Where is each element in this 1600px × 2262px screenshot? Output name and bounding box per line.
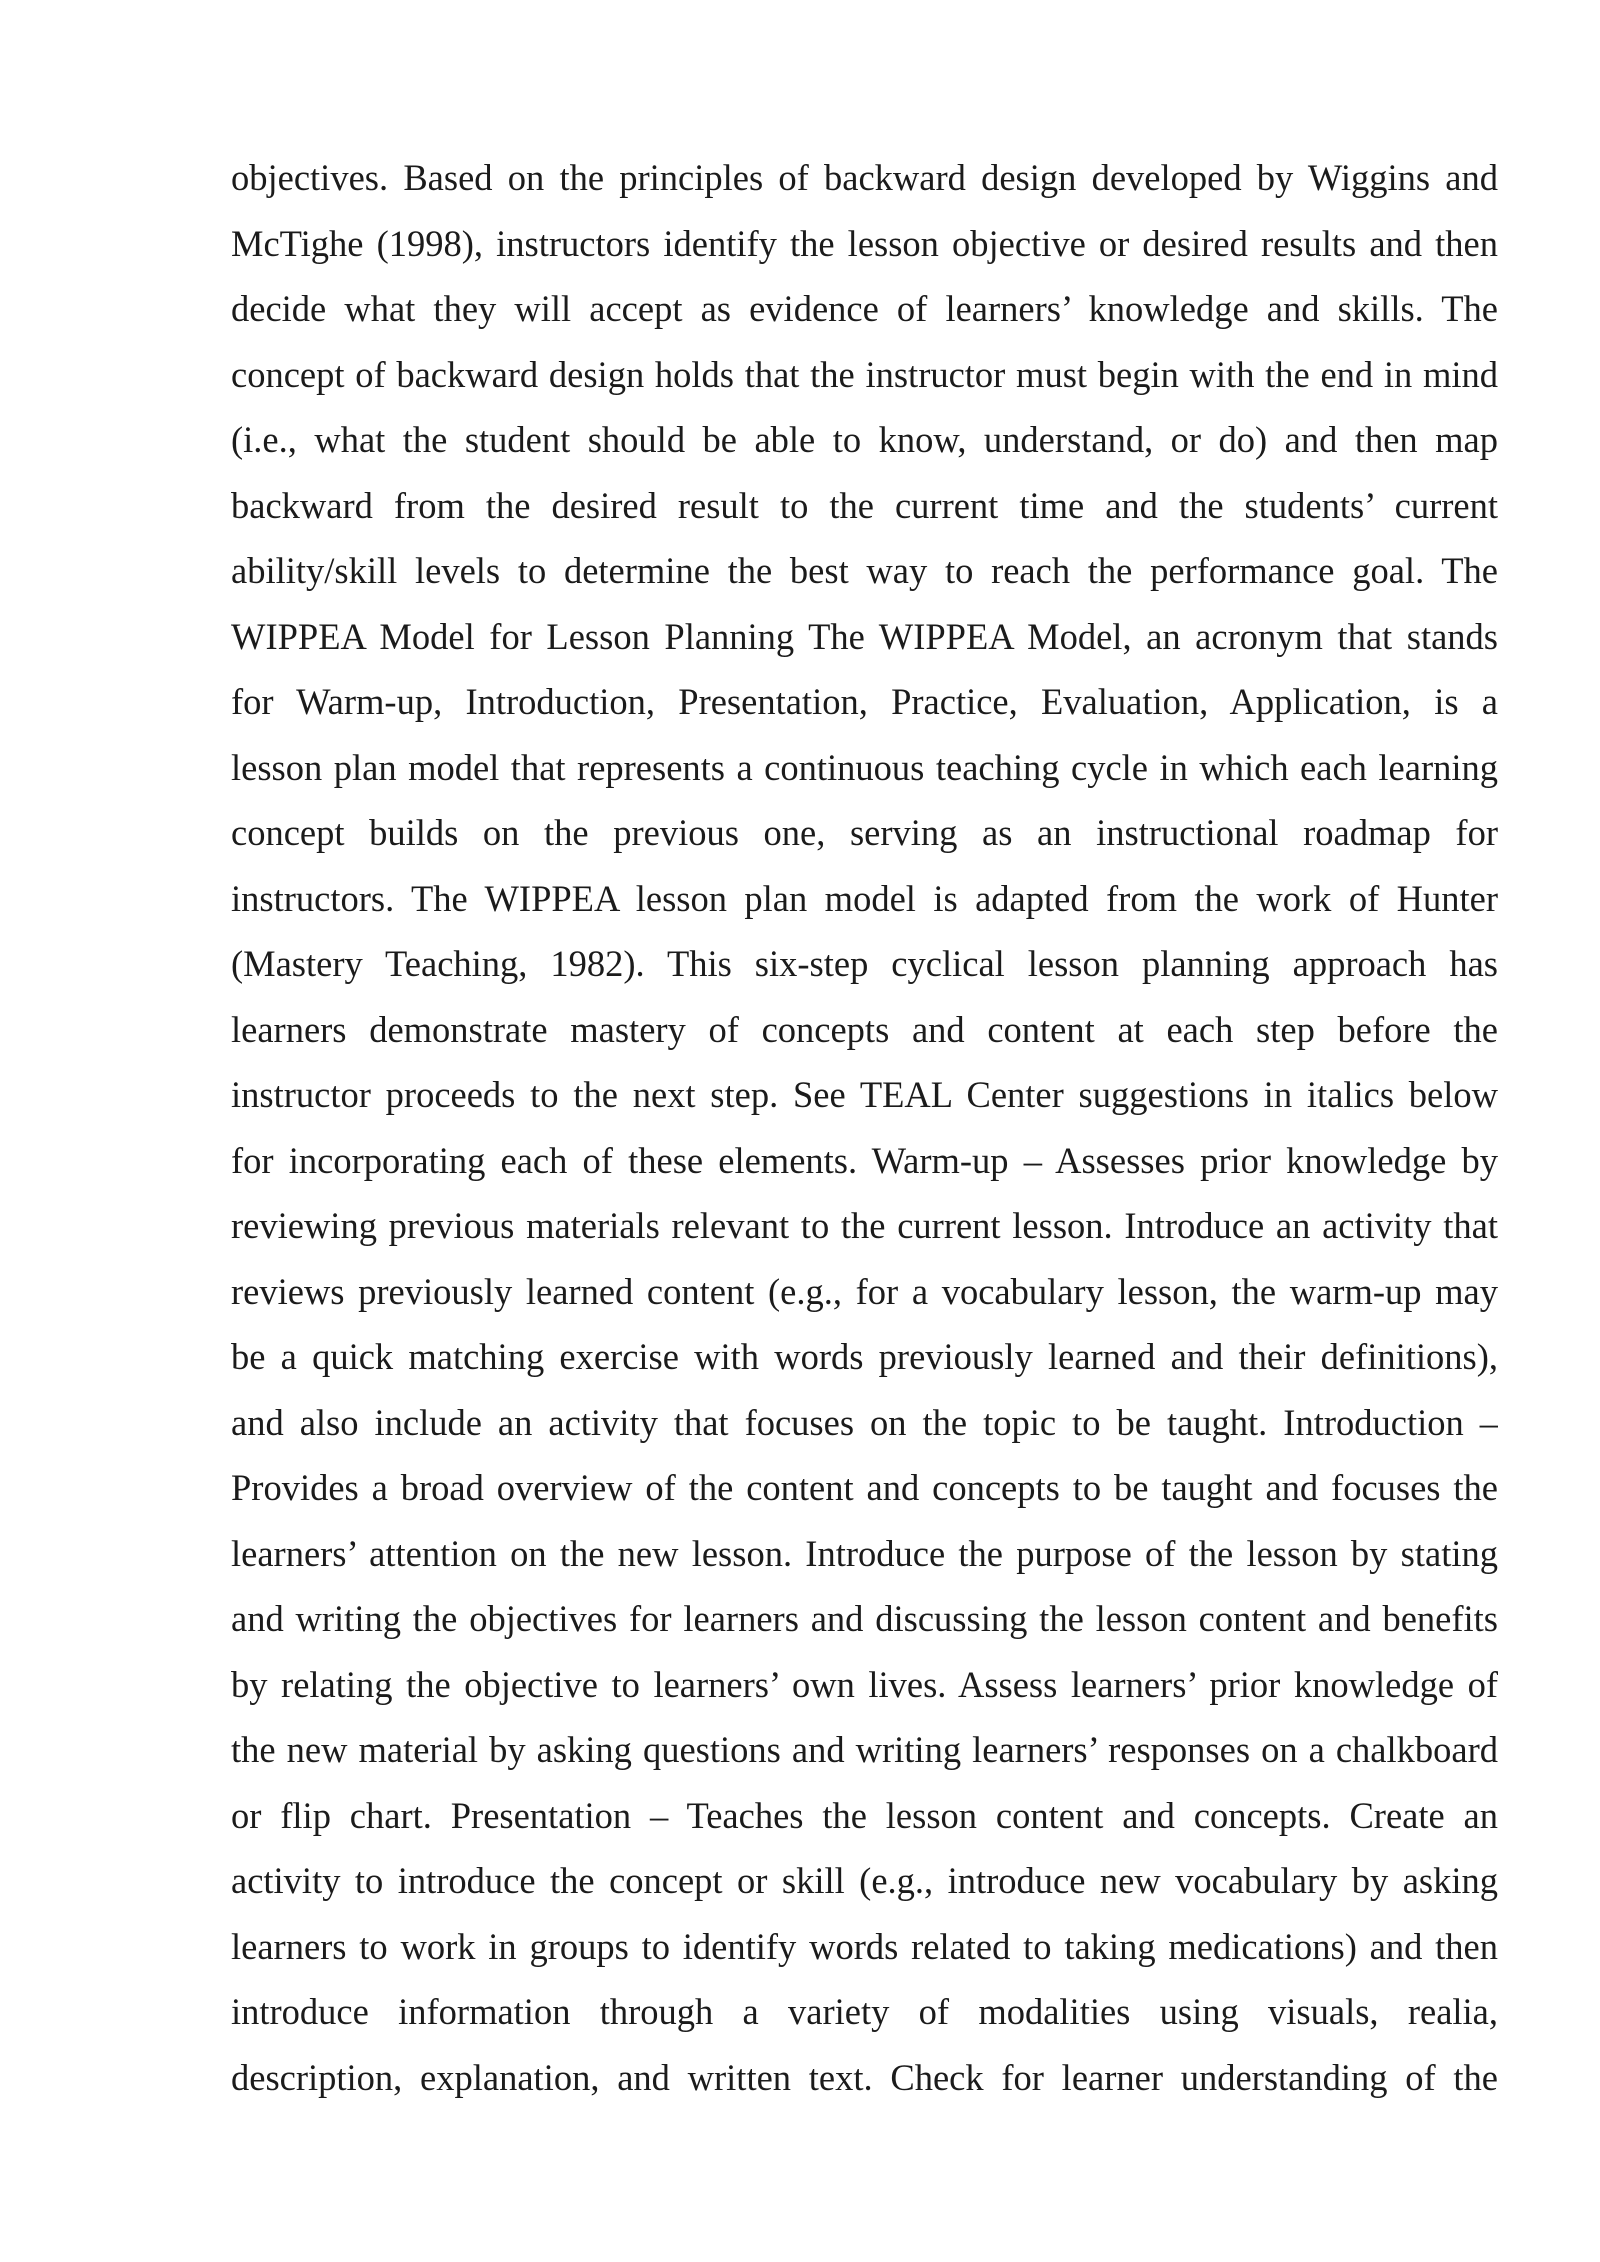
text-line: for Warm-up, Introduction, Presentation, Practice, Evaluation, Application, is a <box>231 681 1498 722</box>
text-line: the new material by asking questions and writing learners’ responses on a chalkboard <box>231 1729 1498 1770</box>
text-line: learners to work in groups to identify words related to taking medications) and then <box>231 1925 1498 1967</box>
text-line: instructor proceeds to the next step. See TEAL Center suggestions in italics below <box>231 1074 1498 1115</box>
text-line: for incorporating each of these elements. Warm-up – Assesses prior knowledge by <box>231 1139 1498 1181</box>
text-line: (Mastery Teaching, 1982). This six-step cyclical lesson planning approach has <box>231 943 1498 984</box>
text-line: (i.e., what the student should be able to know, understand, or do) and then map <box>231 419 1498 460</box>
text-line: lesson plan model that represents a continuous teaching cycle in which each learning <box>231 746 1498 788</box>
text-line: and writing the objectives for learners and discussing the lesson content and benefits <box>231 1598 1498 1639</box>
text-line: activity to introduce the concept or skill (e.g., introduce new vocabulary by asking <box>231 1860 1498 1901</box>
text-line: McTighe (1998), instructors identify the lesson objective or desired results and then <box>231 222 1498 264</box>
text-line: concept builds on the previous one, serving as an instructional roadmap for <box>231 812 1498 853</box>
text-line: learners demonstrate mastery of concepts and content at each step before the <box>231 1008 1498 1050</box>
text-line: decide what they will accept as evidence of learners’ knowledge and skills. The <box>231 288 1498 329</box>
text-line: concept of backward design holds that the instructor must begin with the end in mind <box>231 353 1498 395</box>
text-line: ability/skill levels to determine the best way to reach the performance goal. The <box>231 550 1498 591</box>
text-line: description, explanation, and written text. Check for learner understanding of the <box>231 2056 1498 2098</box>
body-paragraph <box>231 145 1498 2110</box>
text-line: Provides a broad overview of the content and concepts to be taught and focuses the <box>231 1467 1498 1508</box>
text-line: be a quick matching exercise with words previously learned and their definitions), <box>231 1336 1498 1377</box>
text-line: and also include an activity that focuses on the topic to be taught. Introduction – <box>231 1401 1498 1443</box>
text-line: reviews previously learned content (e.g., for a vocabulary lesson, the warm-up may <box>231 1270 1498 1312</box>
text-line: reviewing previous materials relevant to the current lesson. Introduce an activity that <box>231 1205 1498 1246</box>
text-line: WIPPEA Model for Lesson Planning The WIPPEA Model, an acronym that stands <box>231 615 1498 657</box>
text-line: objectives. Based on the principles of backward design developed by Wiggins and <box>231 157 1498 198</box>
text-line: learners’ attention on the new lesson. Introduce the purpose of the lesson by stating <box>231 1532 1498 1574</box>
text-line: by relating the objective to learners’ own lives. Assess learners’ prior knowledge of <box>231 1663 1498 1705</box>
text-line: instructors. The WIPPEA lesson plan model is adapted from the work of Hunter <box>231 877 1498 919</box>
text-line: backward from the desired result to the current time and the students’ current <box>231 484 1498 526</box>
text-line: or flip chart. Presentation – Teaches the lesson content and concepts. Create an <box>231 1794 1498 1836</box>
text-line: introduce information through a variety of modalities using visuals, realia, <box>231 1991 1498 2032</box>
